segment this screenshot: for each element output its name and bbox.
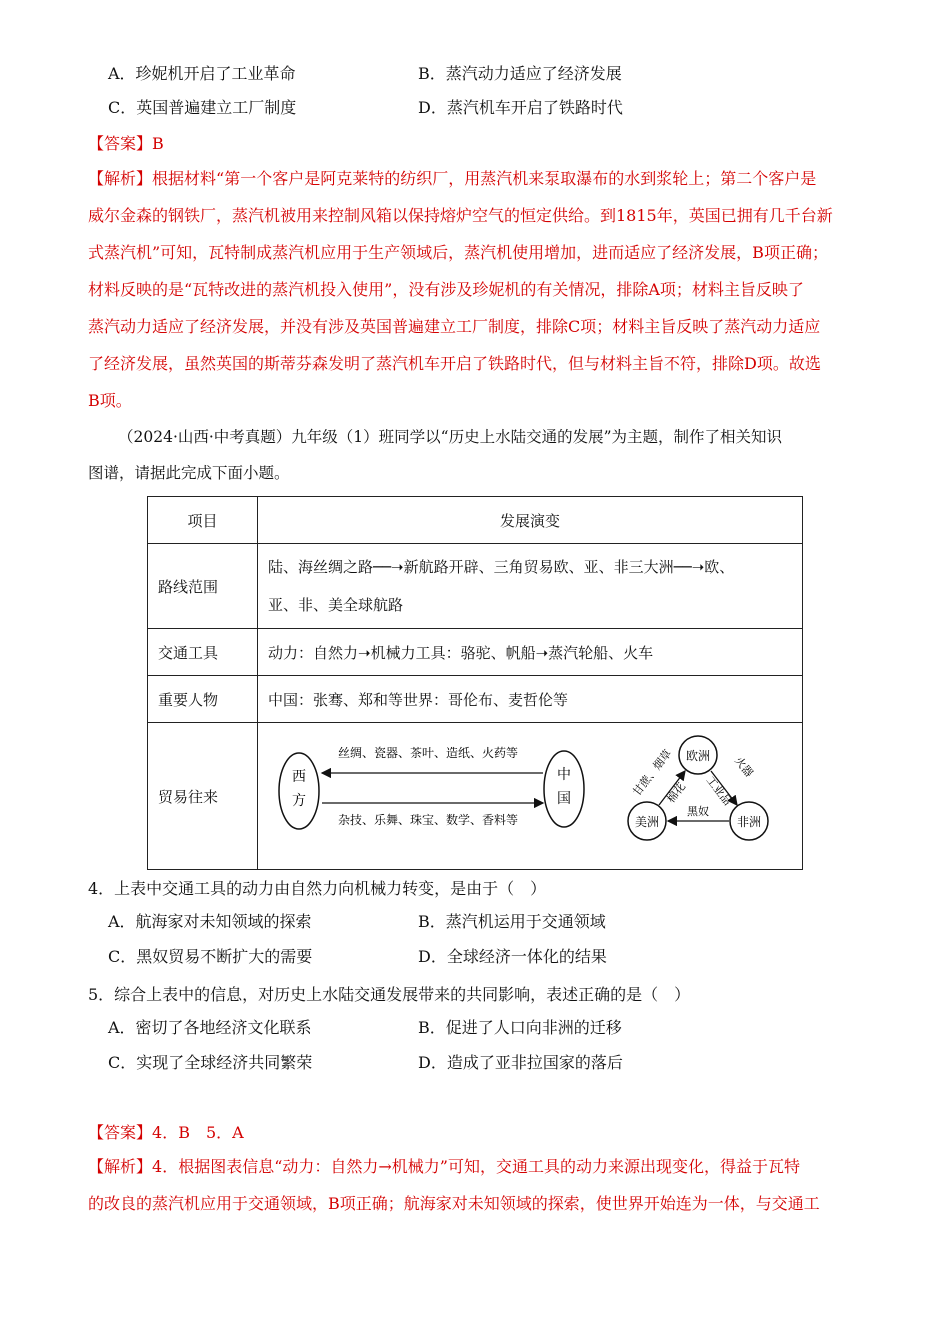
row-line: 陆、海丝绸之路──➝新航路开辟、三角贸易欧、亚、非三大洲──➝欧、 [268, 558, 735, 576]
analysis-line: 蒸汽动力适应了经济发展，并没有涉及英国普遍建立工厂制度，排除C项；材料主旨反映了蒸汽动力适应 [88, 317, 821, 336]
answer-label: 【答案】 [88, 134, 153, 153]
q5-option-c: C．实现了全球经济共同繁荣 [108, 1053, 313, 1072]
table-row [148, 629, 803, 676]
q4-stem: 4．上表中交通工具的动力由自然力向机械力转变，是由于（ ） [88, 879, 547, 898]
west-label: 西 [292, 768, 306, 784]
africa-label: 非洲 [736, 815, 762, 829]
q5-stem: 5．综合上表中的信息，对历史上水陆交通发展带来的共同影响，表述正确的是（ ） [88, 985, 691, 1004]
q4-option-b: B．蒸汽机运用于交通领域 [418, 912, 606, 931]
answer-value: 4．B 5．A [152, 1123, 244, 1142]
row-content [258, 544, 803, 629]
china-label: 国 [557, 790, 571, 806]
analysis-line: 威尔金森的钢铁厂，蒸汽机被用来控制风箱以保持熔炉空气的恒定供给。到1815年，英国已拥有几千台新 [88, 206, 833, 225]
intro-line: 图谱，请据此完成下面小题。 [88, 464, 290, 482]
q3-option-d: D．蒸汽机车开启了铁路时代 [418, 98, 623, 117]
west-circle [279, 753, 319, 829]
goods-slaves: 黑奴 [687, 806, 709, 818]
row-content: 中国：张骞、郑和等世界：哥伦布、麦哲伦等 [258, 676, 803, 723]
q3-option-a: A．珍妮机开启了工业革命 [108, 64, 296, 83]
exports-label: 丝绸、瓷器、茶叶、造纸、火药等 [337, 746, 519, 760]
q4-option-d: D．全球经济一体化的结果 [418, 947, 607, 966]
imports-label: 杂技、乐舞、珠宝、数学、香料等 [337, 813, 519, 827]
table-row [148, 544, 803, 629]
answer-value: B [152, 134, 164, 153]
analysis-label: 【解析】 [88, 1157, 153, 1176]
q3-analysis [88, 160, 868, 419]
header-item: 项目 [148, 497, 258, 544]
row-item: 交通工具 [148, 629, 258, 676]
intro-line: （2024·山西·中考真题）九年级（1）班同学以“历史上水陆交通的发展”为主题，制作了相关知识 [118, 428, 783, 446]
analysis-label: 【解析】 [88, 169, 153, 188]
china-label: 中 [557, 766, 571, 782]
q5-option-b: B．促进了人口向非洲的迁移 [418, 1018, 622, 1037]
america-label: 美洲 [634, 815, 660, 829]
q3-option-c: C．英国普遍建立工厂制度 [108, 98, 297, 117]
q3-answer [88, 134, 164, 154]
q5-option-a: A．密切了各地经济文化联系 [108, 1018, 312, 1037]
row-item: 贸易往来 [148, 723, 258, 870]
trade-diagram-svg [258, 723, 802, 869]
row-line: 亚、非、美全球航路 [268, 596, 404, 614]
west-label: 方 [292, 792, 306, 808]
trade-diagrams [258, 723, 803, 870]
row-item: 路线范围 [148, 544, 258, 629]
q45-analysis [88, 1148, 868, 1222]
q4-option-c: C．黑奴贸易不断扩大的需要 [108, 947, 313, 966]
q4-option-a: A．航海家对未知领域的探索 [108, 912, 312, 931]
row-item: 重要人物 [148, 676, 258, 723]
analysis-line: 了经济发展，虽然英国的斯蒂芬森发明了蒸汽机车开启了铁路时代，但与材料主旨不符，排除D项。故选 [88, 354, 821, 373]
china-circle [544, 751, 584, 827]
europe-label: 欧洲 [685, 749, 711, 763]
answer-label: 【答案】 [88, 1123, 153, 1142]
goods-industrial: 工业品 [703, 774, 734, 808]
header-development: 发展演变 [258, 497, 803, 544]
q45-answer [88, 1123, 244, 1143]
table-header-row [148, 497, 803, 544]
q5-option-d: D．造成了亚非拉国家的落后 [418, 1053, 623, 1072]
q3-option-b: B．蒸汽动力适应了经济发展 [418, 64, 622, 83]
knowledge-table [147, 496, 803, 870]
analysis-line: 式蒸汽机”可知，瓦特制成蒸汽机应用于生产领域后，蒸汽机使用增加，进而适应了经济发展，B项正确； [88, 243, 828, 262]
table-row [148, 676, 803, 723]
goods-sugar-tobacco: 甘蔗、烟草 [630, 747, 675, 799]
analysis-line: 根据材料“第一个客户是阿克莱特的纺织厂，用蒸汽机来泵取瀑布的水到浆轮上；第二个客户是 [152, 169, 817, 188]
table-row [148, 723, 803, 870]
goods-firearms: 火器 [731, 754, 755, 780]
analysis-line: B项。 [88, 391, 132, 410]
analysis-line: 材料反映的是“瓦特改进的蒸汽机投入使用”，没有涉及珍妮机的有关情况，排除A项；材料主旨反映了 [88, 280, 804, 299]
question-intro [88, 419, 863, 491]
row-content: 动力：自然力➝机械力工具：骆驼、帆船➝蒸汽轮船、火车 [258, 629, 803, 676]
analysis-line: 4．根据图表信息“动力：自然力→机械力”可知，交通工具的动力来源出现变化，得益于瓦特 [152, 1157, 800, 1176]
goods-cotton: 棉花 [665, 780, 689, 806]
analysis-line: 的改良的蒸汽机应用于交通领域，B项正确；航海家对未知领域的探索，使世界开始连为一体，与交通工 [88, 1194, 820, 1213]
